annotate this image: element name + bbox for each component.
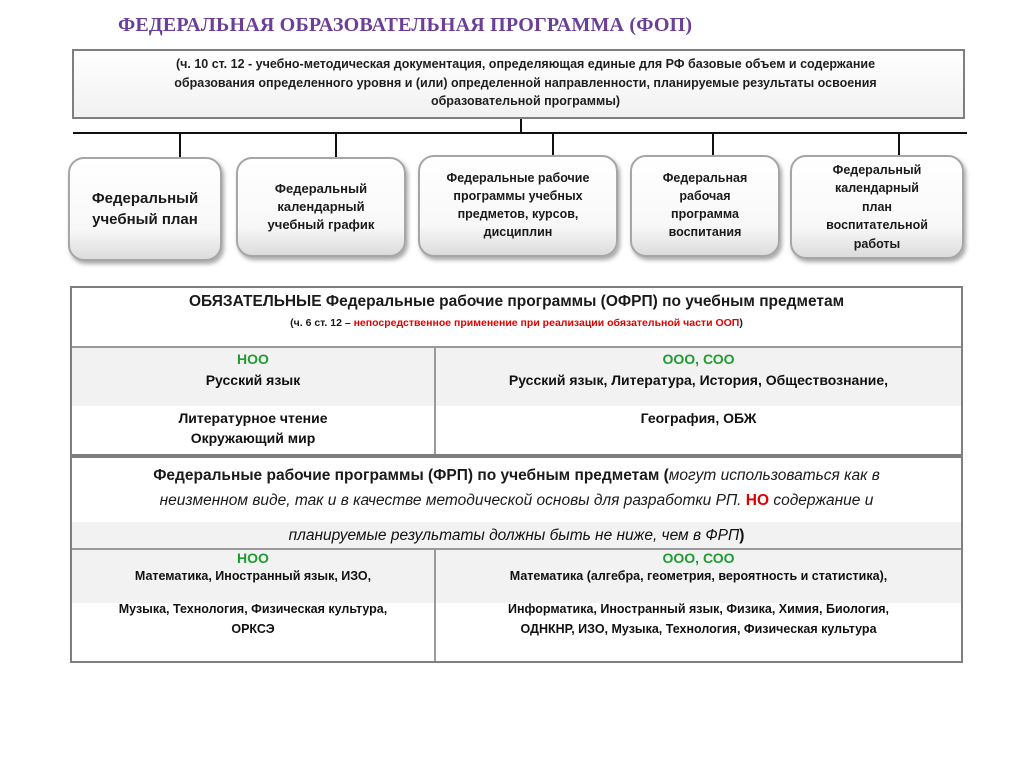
card-line: учебный график (267, 217, 375, 232)
connector-bar (73, 132, 967, 134)
mandatory-heading-caps: ОБЯЗАТЕЛЬНЫЕ (188, 293, 322, 310)
mandatory-ref-highlight: непосредственное применение при реализации обязательной части ООП (353, 317, 740, 329)
federal-heading-note: планируемые результаты должны быть не ниже, чем в ФРП (288, 527, 740, 544)
mandatory-ref-end: ) (739, 317, 743, 329)
mandatory-ref: (ч. 6 ст. 12 – (290, 317, 354, 329)
mandatory-noo-subjects: Русский язык (205, 372, 301, 388)
connector-drop (712, 133, 714, 157)
federal-heading (72, 458, 961, 522)
card-line: Федеральная (662, 171, 748, 185)
card-line: программы учебных (453, 189, 583, 203)
federal-heading-close: ) (739, 527, 745, 544)
card-line: календарный (277, 199, 365, 214)
page-title: ФЕДЕРАЛЬНАЯ ОБРАЗОВАТЕЛЬНАЯ ПРОГРАММА (ФОП) (118, 14, 693, 36)
mandatory-ooo-label: ООО, СОО (662, 351, 735, 367)
mandatory-noo-subjects: Окружающий мир (190, 430, 316, 446)
component-card-calendar-schedule (236, 157, 406, 257)
definition-box (72, 49, 965, 119)
federal-ooo-label: ООО, СОО (662, 550, 735, 566)
mandatory-programs-table (70, 286, 963, 456)
mandatory-ooo-subjects: Русский язык, Литература, История, Обществознание, (508, 372, 889, 388)
card-line: Федеральный (832, 162, 922, 177)
card-line: рабочая (679, 189, 731, 203)
federal-ooo-cell (436, 550, 961, 661)
component-card-curriculum (68, 157, 222, 261)
federal-heading-note: содержание и (769, 492, 874, 509)
definition-line: образования определенного уровня и (или) определенной направленности, планируемые результаты освоения (174, 75, 877, 90)
federal-noo-label: НОО (237, 550, 269, 566)
connector-drop (335, 133, 337, 160)
federal-noo-subjects: ОРКСЭ (231, 622, 275, 636)
mandatory-heading (72, 288, 961, 348)
card-line: программа (671, 207, 739, 221)
component-card-work-programs (418, 155, 618, 257)
card-line: дисциплин (483, 225, 553, 239)
mandatory-noo-subjects: Литературное чтение (178, 410, 328, 426)
federal-noo-subjects: Математика, Иностранный язык, ИЗО, (134, 569, 372, 583)
connector-stem (520, 119, 522, 133)
federal-programs-table (70, 456, 963, 663)
federal-heading-highlight: НО (741, 492, 770, 509)
federal-ooo-subjects: Информатика, Иностранный язык, Физика, Химия, Биология, (507, 602, 890, 616)
component-card-upbringing-program (630, 155, 780, 257)
federal-noo-subjects: Музыка, Технология, Физическая культура, (118, 602, 388, 616)
mandatory-ooo-cell (436, 348, 961, 454)
card-line: Федеральный (91, 190, 199, 207)
federal-heading-title: Федеральные рабочие программы (ФРП) по учебным предметам ( (153, 467, 669, 484)
component-card-upbringing-calendar (790, 155, 964, 259)
card-line: Федеральный (274, 181, 368, 196)
federal-noo-cell (72, 550, 434, 661)
mandatory-heading-text: Федеральные рабочие программы (ОФРП) по учебным предметам (321, 293, 845, 310)
definition-line: образовательной программы) (430, 94, 621, 108)
federal-ooo-subjects: ОДНКНР, ИЗО, Музыка, Технология, Физическая культура (520, 622, 877, 636)
card-line: воспитания (668, 225, 742, 239)
mandatory-ooo-subjects: География, ОБЖ (640, 410, 757, 426)
card-line: учебный план (92, 211, 198, 228)
card-line: воспитательной (826, 218, 928, 233)
connector-drop (179, 133, 181, 160)
federal-heading-continued (72, 522, 961, 548)
federal-heading-note: могут использоваться как в (668, 467, 880, 484)
card-line: работы (853, 236, 901, 251)
connector-drop (898, 133, 900, 157)
mandatory-noo-label: НОО (237, 351, 269, 367)
federal-ooo-subjects: Математика (алгебра, геометрия, вероятность и статистика), (509, 569, 888, 583)
definition-line: (ч. 10 ст. 12 - учебно-методическая документация, определяющая единые для РФ базовые объем и содержание (175, 57, 876, 71)
connector-drop (552, 133, 554, 157)
mandatory-noo-cell (72, 348, 434, 454)
card-line: план (861, 199, 892, 214)
card-line: Федеральные рабочие (446, 171, 590, 185)
federal-heading-note: неизменном виде, так и в качестве методической основы для разработки РП. (159, 492, 742, 509)
card-line: предметов, курсов, (457, 207, 579, 221)
card-line: календарный (835, 181, 919, 196)
